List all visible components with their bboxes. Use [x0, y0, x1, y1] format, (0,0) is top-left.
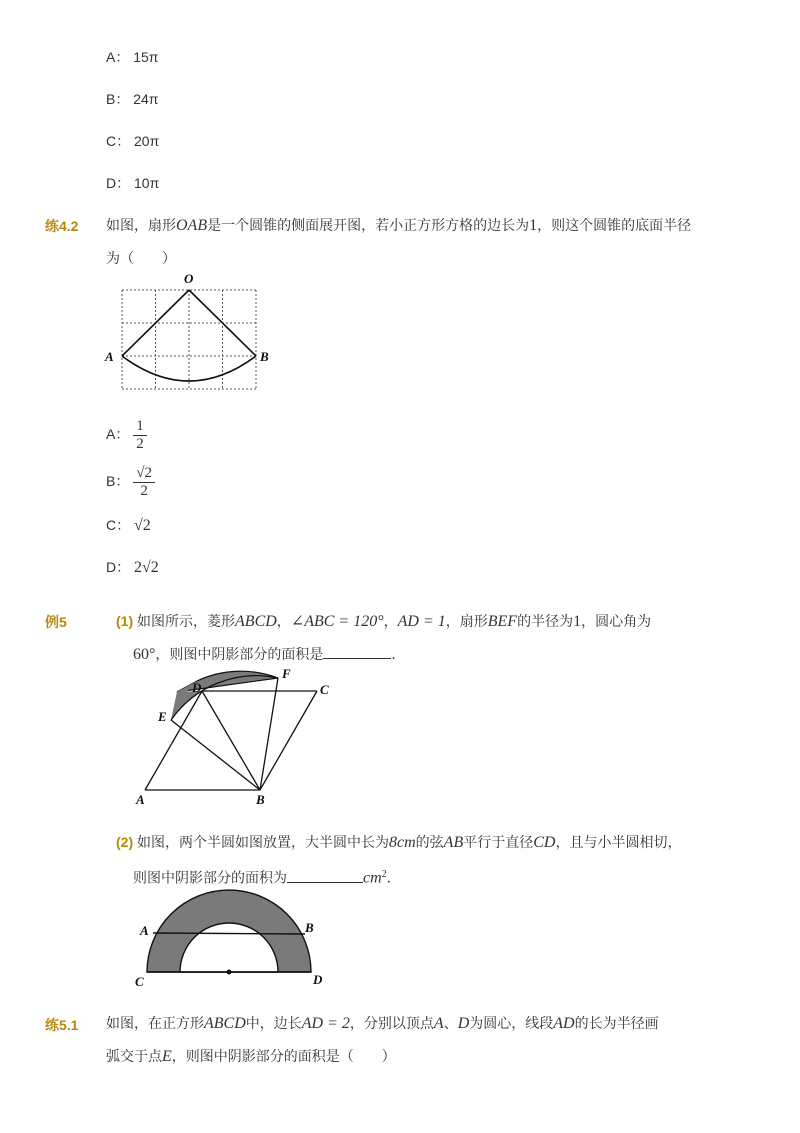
label-o: O	[184, 271, 194, 286]
label-c: C	[135, 974, 144, 989]
example-label: 例5	[45, 614, 67, 630]
question-text: 如图，在正方形ABCD中，边长AD = 2，分别以顶点A、D为圆心，线段AD的长为半径画 弧交于点E，则图中阴影部分的面积是（ ）	[106, 1015, 659, 1065]
two-semicircles-figure	[130, 884, 330, 990]
label-b: B	[256, 792, 265, 807]
option-d[interactable]: D： 2√2	[106, 559, 159, 576]
option-c[interactable]: C： √2	[106, 517, 151, 534]
sector-grid-figure	[100, 268, 270, 396]
option-d[interactable]: D： 10π	[106, 175, 160, 191]
label-e: E	[158, 709, 167, 724]
subquestion-2-text: (2) 如图，两个半圆如图放置，大半圆中长为8cm的弦AB平行于直径CD，且与小半圆相切， 则图中阴影部分的面积为 $cm^2$．	[116, 834, 682, 887]
question-text: 如图，扇形OAB是一个圆锥的侧面展开图，若小正方形方格的边长为1，则这个圆锥的底面半径 为（ ）	[106, 217, 692, 266]
question-label: 练4.2	[45, 218, 79, 234]
option-c[interactable]: C： 20π	[106, 133, 160, 149]
question-label: 练5.1	[45, 1017, 79, 1033]
rhombus-sector-figure	[130, 664, 340, 812]
label-a: A	[140, 923, 149, 938]
option-b[interactable]: B： 24π	[106, 91, 159, 107]
label-d: D	[192, 680, 202, 695]
option-b[interactable]: B： $\frac{√2}{2}$	[106, 465, 155, 500]
option-a[interactable]: A： 15π	[106, 49, 159, 65]
label-a: A	[105, 349, 114, 364]
option-a[interactable]: A： $\frac{1}{2}$	[106, 418, 147, 453]
subquestion-1-text: (1) 如图所示，菱形ABCD，∠ABC = 120°，AD = 1，扇形BEF的半径为1，圆心角为 60°，则图中阴影部分的面积是 ．	[116, 613, 652, 663]
label-c: C	[320, 682, 329, 697]
label-b: B	[260, 349, 269, 364]
label-d: D	[313, 972, 323, 987]
label-b: B	[305, 920, 314, 935]
answer-blank[interactable]	[287, 882, 363, 883]
label-f: F	[282, 666, 291, 681]
answer-blank[interactable]	[323, 658, 391, 659]
label-a: A	[136, 792, 145, 807]
